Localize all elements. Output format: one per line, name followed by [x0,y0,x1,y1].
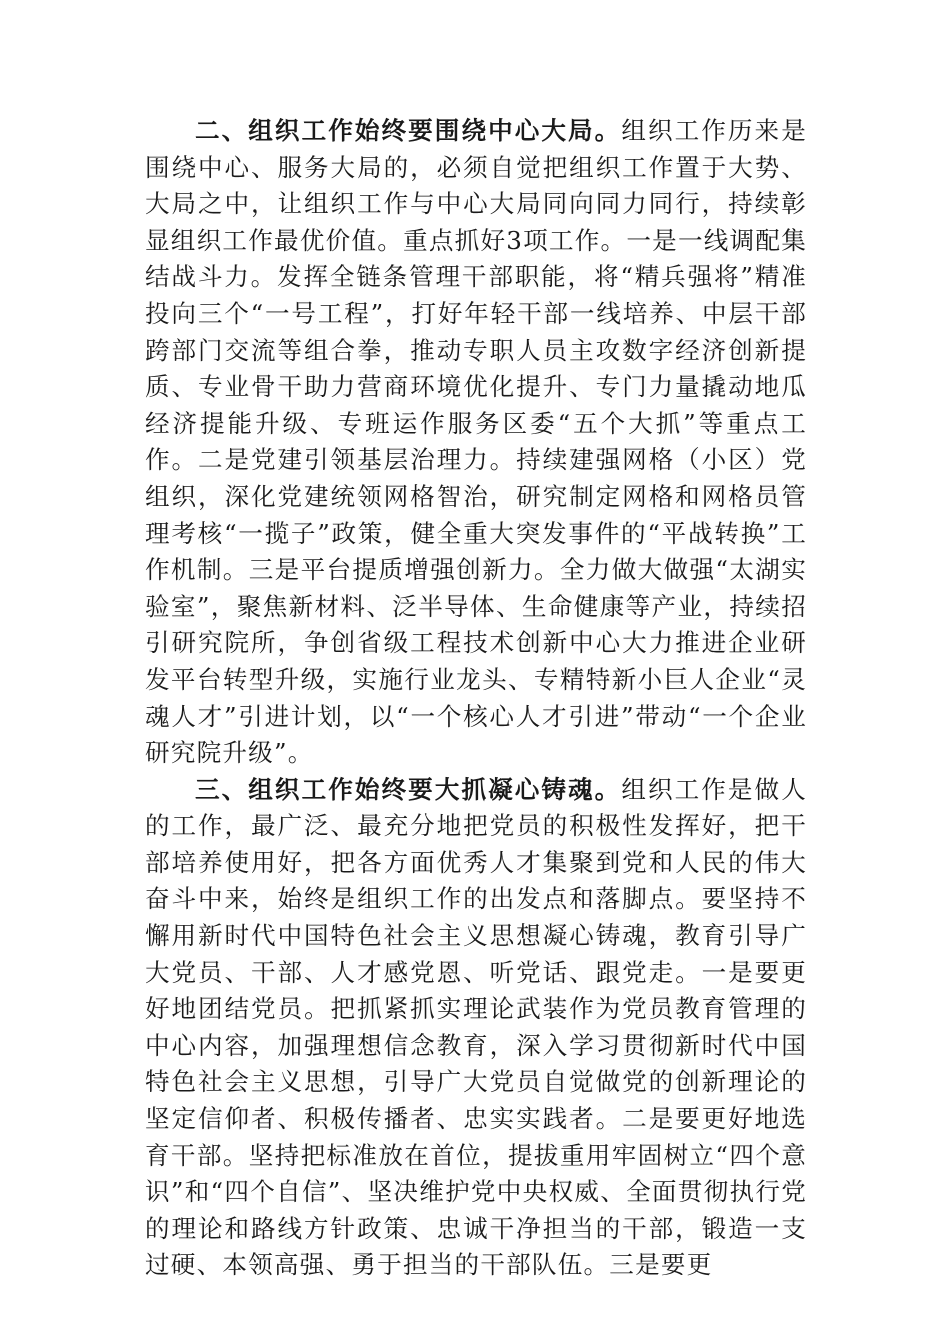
document-page [145,113,807,1284]
paragraph-section-three [145,772,807,1284]
section-heading: 二、组织工作始终要围绕中心大局。 [195,116,622,145]
section-heading: 三、组织工作始终要大抓凝心铸魂。 [195,774,622,804]
paragraph-section-two [145,113,807,772]
section-body: 组织工作是做人的工作，最广泛、最充分地把党员的积极性发挥好，把干部培养使用好，把各方面优秀人才集聚到党和人民的伟大奋斗中来，始终是组织工作的出发点和落脚点。要坚持不懈用新时代中国特色社会主义思想凝心铸魂，教育引导广大党员、干部、人才感党恩、听党话、跟党走。一是要更好地团结党员。把抓紧抓实理论武装作为党员教育管理的中心内容，加强理想信念教育，深入学习贯彻新时代中国特色社会主义思想，引导广大党员自觉做党的创新理论的坚定信仰者、积极传播者、忠实实践者。二是要更好地选育干部。坚持把标准放在首位，提拔重用牢固树立“四个意识”和“四个自信”、坚决维护党中央权威、全面贯彻执行党的理论和路线方针政策、忠诚干净担当的干部，锻造一支过硬、本领高强、勇于担当的干部队伍。三是要更 [145,774,807,1280]
section-body: 组织工作历来是围绕中心、服务大局的，必须自觉把组织工作置于大势、大局之中，让组织工作与中心大局同向同力同行，持续彰显组织工作最优价值。重点抓好3项工作。一是一线调配集结战斗力。发挥全链条管理干部职能，将“精兵强将”精准投向三个“一号工程”，打好年轻干部一线培养、中层干部跨部门交流等组合拳，推动专职人员主攻数字经济创新提质、专业骨干助力营商环境优化提升、专门力量撬动地瓜经济提能升级、专班运作服务区委“五个大抓”等重点工作。二是党建引领基层治理力。持续建强网格（小区）党组织，深化党建统领网格智治，研究制定网格和网格员管理考核“一揽子”政策，健全重大突发事件的“平战转换”工作机制。三是平台提质增强创新力。全力做大做强“太湖实验室”，聚焦新材料、泛半导体、生命健康等产业，持续招引研究院所，争创省级工程技术创新中心大力推进企业研发平台转型升级，实施行业龙头、专精特新小巨人企业“灵魂人才”引进计划，以“一个核心人才引进”带动“一个企业研究院升级”。 [145,116,807,768]
